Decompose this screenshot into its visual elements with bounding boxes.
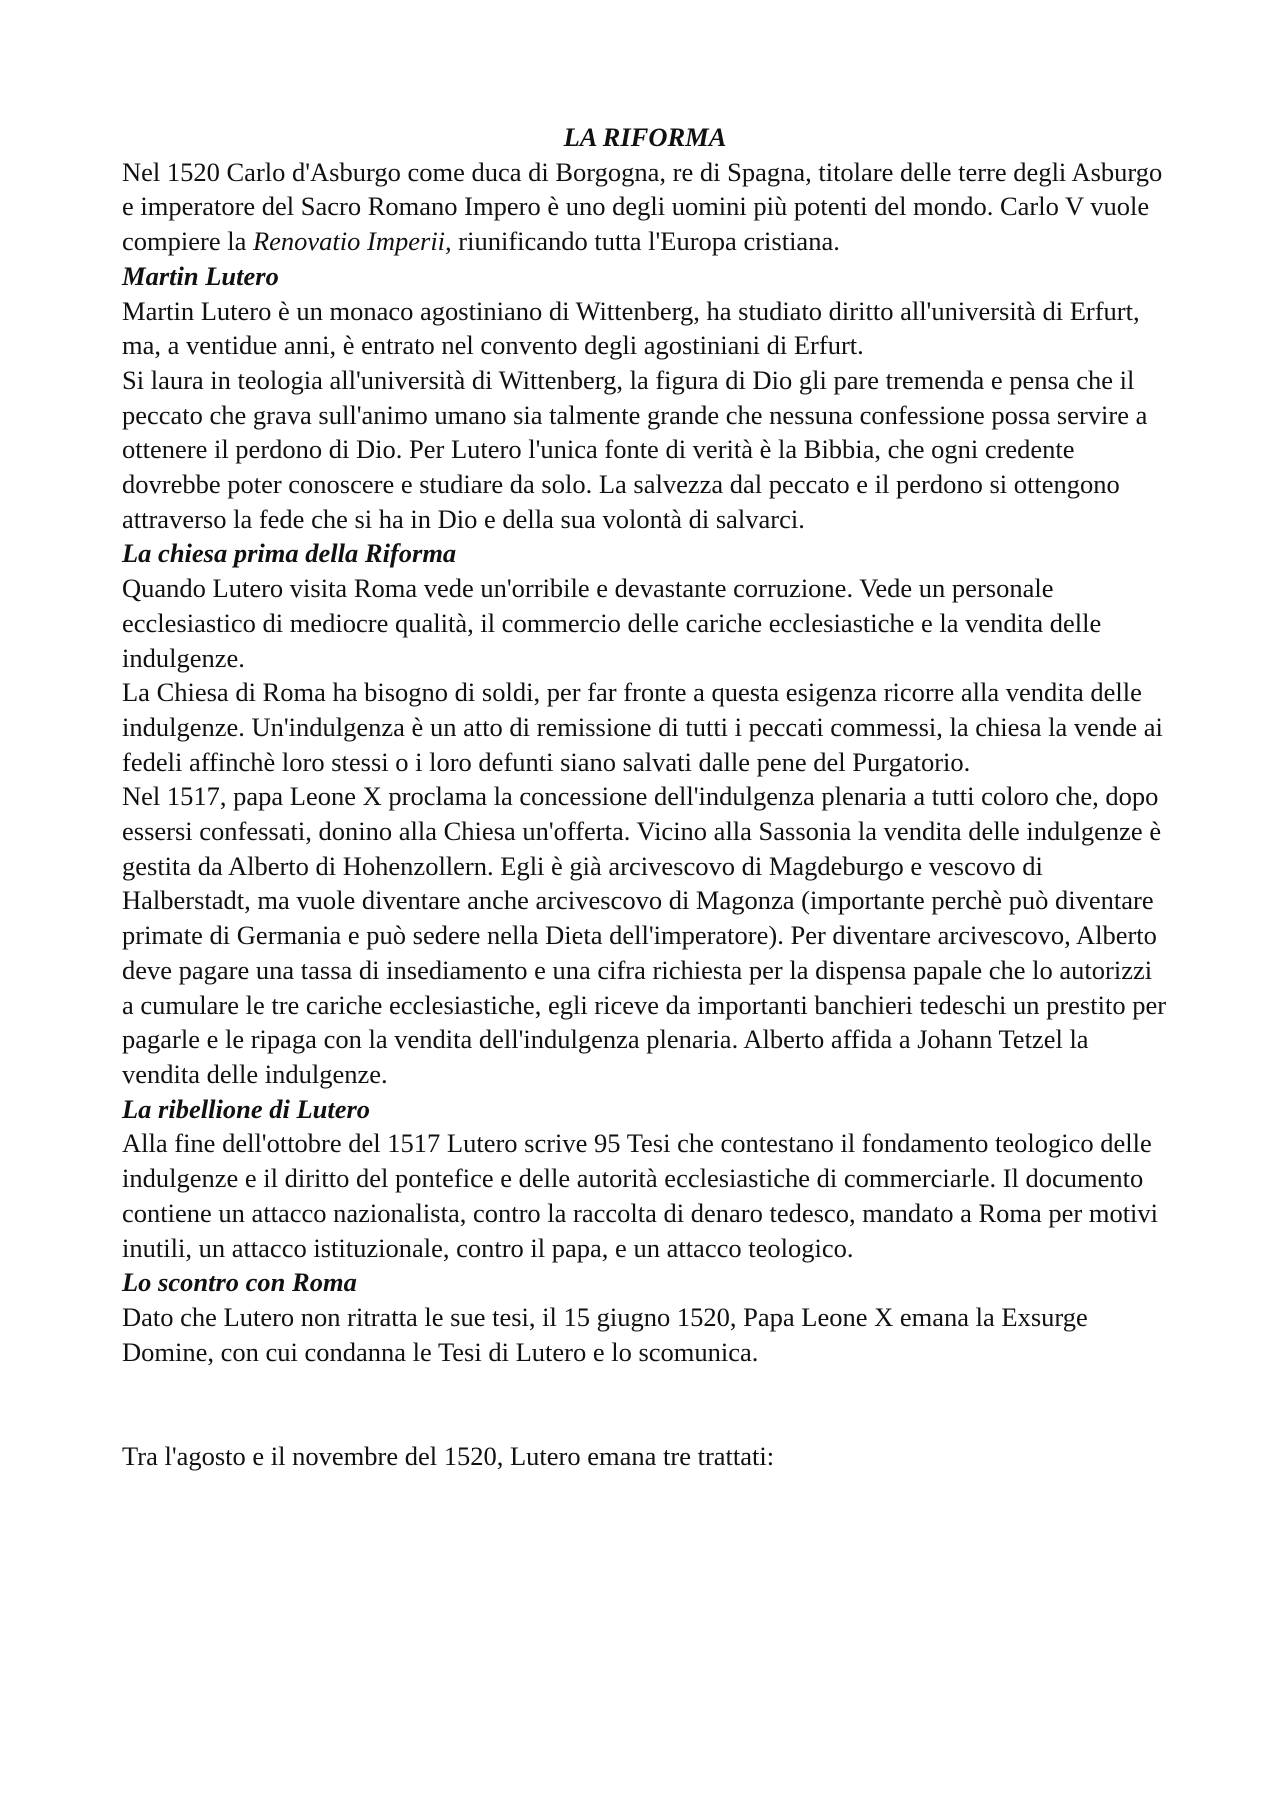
document-title: LA RIFORMA (563, 122, 727, 152)
section-heading-ribellione: La ribellione di Lutero (122, 1093, 371, 1124)
intro-italic-term: Renovatio Imperii, (252, 226, 452, 257)
intro-text-start: Nel 1520 Carlo d'Asburgo come duca di Borgogna, re di Spagna, titolare delle terre degli Asburgo e imperatore del Sacro Romano Impero è uno degli uomini più potenti del mondo. Carlo V vuole compiere la (122, 156, 1163, 257)
paragraph: Martin Lutero è un monaco agostiniano di Wittenberg, ha studiato diritto all'università di Erfurt, ma, a ventidue anni, è entrato nel convento degli agostiniani di Erfurt. (122, 295, 1140, 361)
section-heading-martin-lutero: Martin Lutero (122, 260, 279, 291)
paragraph: Quando Lutero visita Roma vede un'orribile e devastante corruzione. Vede un personale ecclesiastico di mediocre qualità, il commercio delle cariche ecclesiastiche e la vendita delle indulgenze. (122, 573, 1102, 673)
paragraph: Alla fine dell'ottobre del 1517 Lutero scrive 95 Tesi che contestano il fondamento teologico delle indulgenze e il diritto del pontefice e delle autorità ecclesiastiche di commerciarle. Il documento contiene un attacco nazionalista, contro la raccolta di denaro tedesco, mandato a Roma per motivi inutili, un attacco istituzionale, contro il papa, e un attacco teologico. (122, 1128, 1159, 1263)
document-page (122, 120, 1168, 1473)
paragraph: Dato che Lutero non ritratta le sue tesi, il 15 giugno 1520, Papa Leone X emana la Exsurge Domine, con cui condanna le Tesi di Lutero e lo scomunica. (122, 1301, 1088, 1367)
section-heading-scontro-roma: Lo scontro con Roma (122, 1267, 357, 1298)
paragraph: Nel 1517, papa Leone X proclama la concessione dell'indulgenza plenaria a tutti coloro che, dopo essersi confessati, donino alla Chiesa un'offerta. Vicino alla Sassonia la vendita delle indulgenze è gestita da Alberto di Hohenzollern. Egli è già arcivescovo di Magdeburgo e vescovo di Halberstadt, ma vuole diventare anche arcivescovo di Magonza (importante perchè può diventare primate di Germania e può sedere nella Dieta dell'imperatore). Per diventare arcivescovo, Alberto deve pagare una tassa di insediamento e una cifra richiesta per la dispensa papale che lo autorizzi a cumulare le tre cariche ecclesiastiche, egli riceve da importanti banchieri tedeschi un prestito per pagarle e le ripaga con la vendita dell'indulgenza plenaria. Alberto affida a Johann Tetzel la vendita delle indulgenze. (122, 781, 1167, 1089)
paragraph: Si laura in teologia all'università di Wittenberg, la figura di Dio gli pare tremenda e pensa che il peccato che grava sull'animo umano sia talmente grande che nessuna confessione possa servire a ottenere il perdono di Dio. Per Lutero l'unica fonte di verità è la Bibbia, che ogni credente dovrebbe poter conoscere e studiare da solo. La salvezza dal peccato e il perdono si ottengono attraverso la fede che si ha in Dio e della sua volontà di salvarci. (122, 364, 1148, 534)
intro-text-end: riunificando tutta l'Europa cristiana. (451, 226, 840, 257)
paragraph: La Chiesa di Roma ha bisogno di soldi, per far fronte a questa esigenza ricorre alla vendita delle indulgenze. Un'indulgenza è un atto di remissione di tutti i peccati commessi, la chiesa la vende ai fedeli affinchè loro stessi o i loro defunti siano salvati dalle pene del Purgatorio. (122, 677, 1163, 777)
blank-space (122, 1369, 1168, 1438)
section-heading-chiesa-prima: La chiesa prima della Riforma (122, 538, 457, 569)
closing-paragraph: Tra l'agosto e il novembre del 1520, Lutero emana tre trattati: (122, 1440, 775, 1471)
intro-paragraph (122, 155, 1168, 259)
